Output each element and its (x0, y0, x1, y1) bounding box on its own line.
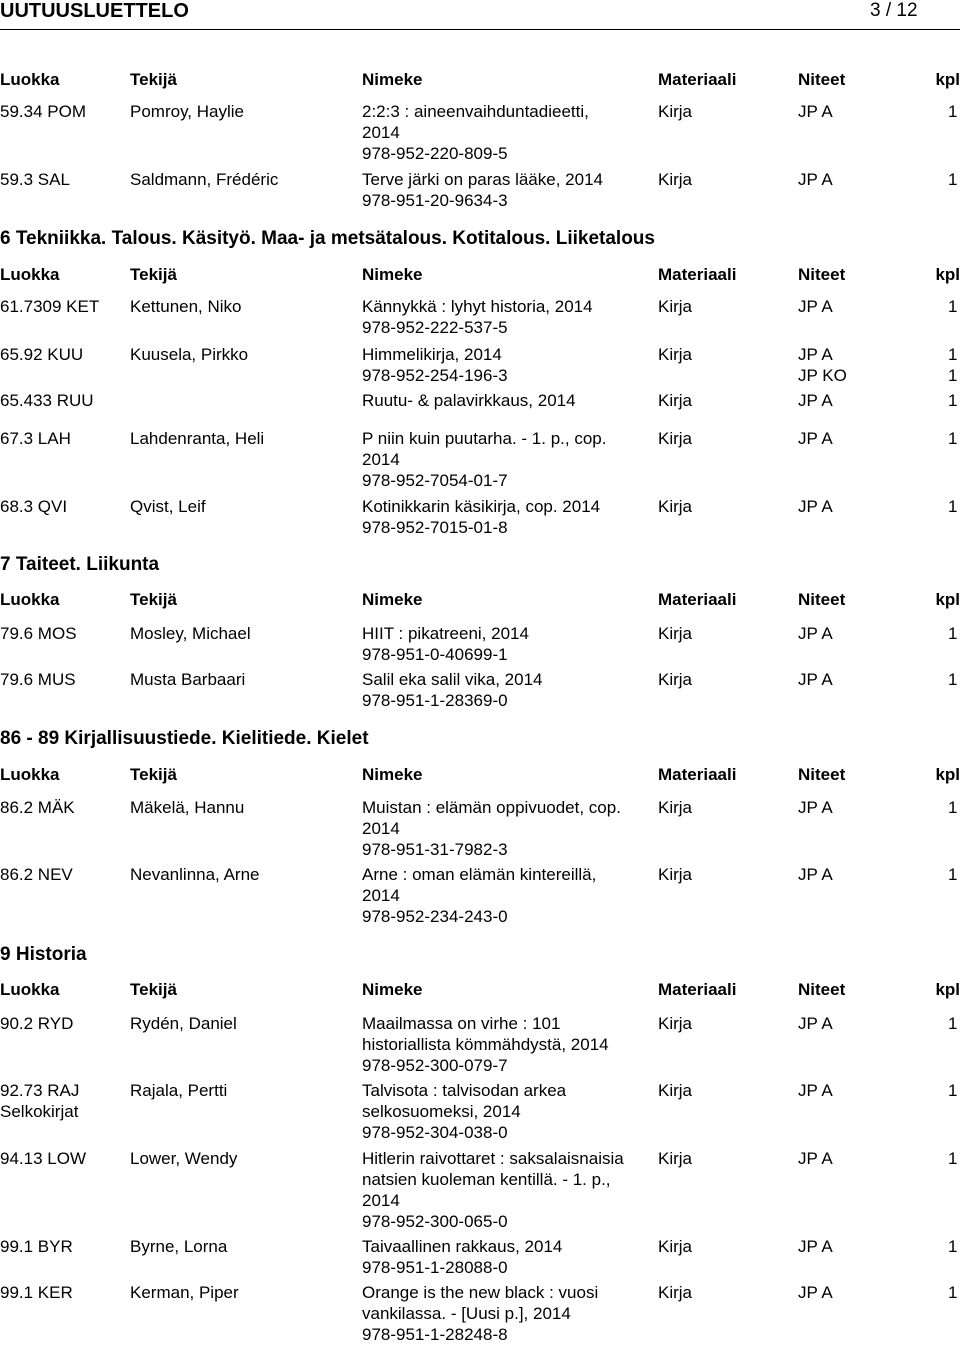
title-line: 978-952-300-079-7 (362, 1056, 508, 1075)
copies-location: JP A (798, 429, 833, 448)
copies-location: JP KO (798, 366, 847, 385)
class-code: 65.92 KUU (0, 345, 84, 364)
copy-count: 1 (948, 865, 958, 884)
title-line: P niin kuin puutarha. - 1. p., cop. (362, 429, 607, 448)
section-title: 6 Tekniikka. Talous. Käsityö. Maa- ja metsätalous. Kotitalous. Liiketalous (0, 228, 655, 249)
title-line: 2014 (362, 123, 400, 142)
title-line: 978-951-1-28248-8 (362, 1325, 508, 1344)
class-code: 65.433 RUU (0, 391, 94, 410)
title-line: Terve järki on paras lääke, 2014 (362, 170, 603, 189)
copies-location: JP A (798, 670, 833, 689)
class-code: 86.2 NEV (0, 865, 73, 884)
section-title: 86 - 89 Kirjallisuustiede. Kielitiede. Kielet (0, 728, 369, 749)
column-header-luokka: Luokka (0, 265, 60, 284)
copies-location: JP A (798, 798, 833, 817)
column-header-tekija: Tekijä (130, 70, 177, 89)
copy-count: 1 (948, 1014, 958, 1033)
author-name: Rydén, Daniel (130, 1014, 237, 1033)
copy-count: 1 (948, 497, 958, 516)
column-header-niteet: Niteet (798, 265, 846, 284)
material-type: Kirja (658, 391, 693, 410)
column-header-luokka: Luokka (0, 590, 60, 609)
title-line: 978-952-304-038-0 (362, 1123, 508, 1142)
title-line: 2014 (362, 1191, 400, 1210)
author-name: Kuusela, Pirkko (130, 345, 249, 364)
material-type: Kirja (658, 865, 693, 884)
class-code: 79.6 MUS (0, 670, 76, 689)
column-header-materiaali: Materiaali (658, 765, 737, 784)
column-header-niteet: Niteet (798, 765, 846, 784)
author-name: Lahdenranta, Heli (130, 429, 265, 448)
copy-count: 1 (948, 297, 958, 316)
author-name: Nevanlinna, Arne (130, 865, 260, 884)
column-header-kpl: kpl (935, 590, 960, 609)
class-code: 59.34 POM (0, 102, 86, 121)
material-type: Kirja (658, 345, 693, 364)
column-header-luokka: Luokka (0, 765, 60, 784)
material-type: Kirja (658, 1014, 693, 1033)
title-line: Orange is the new black : vuosi (362, 1283, 599, 1302)
material-type: Kirja (658, 624, 693, 643)
title-line: 978-952-7054-01-7 (362, 471, 508, 490)
page-header (0, 0, 960, 24)
copies-location: JP A (798, 1237, 833, 1256)
author-name: Pomroy, Haylie (130, 102, 244, 121)
column-header-niteet: Niteet (798, 590, 846, 609)
copy-count: 1 (948, 1149, 958, 1168)
material-type: Kirja (658, 497, 693, 516)
column-header-nimeke: Nimeke (362, 980, 423, 999)
section-title: 9 Historia (0, 944, 87, 965)
class-code: 59.3 SAL (0, 170, 70, 189)
title-line: Maailmassa on virhe : 101 (362, 1014, 561, 1033)
page-title: UUTUUSLUETTELO (0, 0, 189, 22)
copy-count: 1 (948, 366, 958, 385)
column-header-materiaali: Materiaali (658, 265, 737, 284)
author-name: Rajala, Pertti (130, 1081, 228, 1100)
author-name: Musta Barbaari (130, 670, 246, 689)
copies-location: JP A (798, 865, 833, 884)
author-name: Saldmann, Frédéric (130, 170, 279, 189)
copies-location: JP A (798, 1014, 833, 1033)
title-line: historiallista kömmähdystä, 2014 (362, 1035, 609, 1054)
title-line: 2014 (362, 450, 400, 469)
title-line: selkosuomeksi, 2014 (362, 1102, 521, 1121)
column-header-luokka: Luokka (0, 980, 60, 999)
column-header-kpl: kpl (935, 765, 960, 784)
title-line: 978-951-0-40699-1 (362, 645, 508, 664)
column-header-tekija: Tekijä (130, 765, 177, 784)
copy-count: 1 (948, 391, 958, 410)
header-rule (0, 29, 960, 30)
column-header-kpl: kpl (935, 70, 960, 89)
section-title: 7 Taiteet. Liikunta (0, 554, 160, 575)
material-type: Kirja (658, 1081, 693, 1100)
author-name: Lower, Wendy (130, 1149, 238, 1168)
author-name: Kerman, Piper (130, 1283, 239, 1302)
title-line: Arne : oman elämän kintereillä, (362, 865, 597, 884)
column-header-kpl: kpl (935, 265, 960, 284)
title-line: HIIT : pikatreeni, 2014 (362, 624, 529, 643)
title-line: 978-952-300-065-0 (362, 1212, 508, 1231)
material-type: Kirja (658, 798, 693, 817)
class-code: 67.3 LAH (0, 429, 71, 448)
copies-location: JP A (798, 102, 833, 121)
title-line: 2014 (362, 886, 400, 905)
copies-location: JP A (798, 297, 833, 316)
material-type: Kirja (658, 429, 693, 448)
copy-count: 1 (948, 102, 958, 121)
column-header-niteet: Niteet (798, 980, 846, 999)
copies-location: JP A (798, 624, 833, 643)
column-header-materiaali: Materiaali (658, 70, 737, 89)
title-line: Ruutu- & palavirkkaus, 2014 (362, 391, 576, 410)
class-code: 99.1 KER (0, 1283, 73, 1302)
title-line: Himmelikirja, 2014 (362, 345, 502, 364)
author-name: Qvist, Leif (130, 497, 206, 516)
copy-count: 1 (948, 1081, 958, 1100)
column-header-nimeke: Nimeke (362, 765, 423, 784)
class-code: 61.7309 KET (0, 297, 100, 316)
copy-count: 1 (948, 170, 958, 189)
title-line: 2:2:3 : aineenvaihduntadieetti, (362, 102, 589, 121)
copy-count: 1 (948, 1283, 958, 1302)
material-type: Kirja (658, 102, 693, 121)
material-type: Kirja (658, 1149, 693, 1168)
copies-location: JP A (798, 497, 833, 516)
column-header-materiaali: Materiaali (658, 980, 737, 999)
author-name: Byrne, Lorna (130, 1237, 228, 1256)
title-line: 2014 (362, 819, 400, 838)
title-line: 978-952-222-537-5 (362, 318, 508, 337)
copies-location: JP A (798, 1149, 833, 1168)
copy-count: 1 (948, 1237, 958, 1256)
title-line: 978-951-1-28088-0 (362, 1258, 508, 1277)
copies-location: JP A (798, 170, 833, 189)
copy-count: 1 (948, 624, 958, 643)
title-line: vankilassa. - [Uusi p.], 2014 (362, 1304, 571, 1323)
material-type: Kirja (658, 1283, 693, 1302)
column-header-luokka: Luokka (0, 70, 60, 89)
title-line: 978-951-31-7982-3 (362, 840, 508, 859)
class-code: 92.73 RAJ (0, 1081, 80, 1100)
title-line: 978-952-254-196-3 (362, 366, 508, 385)
class-code: 90.2 RYD (0, 1014, 74, 1033)
title-line: Hitlerin raivottaret : saksalaisnaisia (362, 1149, 624, 1168)
title-line: Muistan : elämän oppivuodet, cop. (362, 798, 621, 817)
copies-location: JP A (798, 1283, 833, 1302)
title-line: 978-952-7015-01-8 (362, 518, 508, 537)
title-line: Kotinikkarin käsikirja, cop. 2014 (362, 497, 601, 516)
copies-location: JP A (798, 1081, 833, 1100)
title-line: Taivaallinen rakkaus, 2014 (362, 1237, 563, 1256)
column-header-nimeke: Nimeke (362, 265, 423, 284)
column-header-tekija: Tekijä (130, 590, 177, 609)
title-line: 978-952-234-243-0 (362, 907, 508, 926)
column-header-tekija: Tekijä (130, 980, 177, 999)
class-code: 99.1 BYR (0, 1237, 73, 1256)
copy-count: 1 (948, 798, 958, 817)
author-name: Mosley, Michael (130, 624, 251, 643)
class-code: 86.2 MÄK (0, 798, 75, 817)
column-header-nimeke: Nimeke (362, 70, 423, 89)
title-line: Kännykkä : lyhyt historia, 2014 (362, 297, 593, 316)
material-type: Kirja (658, 297, 693, 316)
copy-count: 1 (948, 670, 958, 689)
author-name: Kettunen, Niko (130, 297, 242, 316)
page-number: 3 / 12 (870, 0, 918, 21)
column-header-tekija: Tekijä (130, 265, 177, 284)
copies-location: JP A (798, 345, 833, 364)
author-name: Mäkelä, Hannu (130, 798, 245, 817)
title-line: 978-951-20-9634-3 (362, 191, 508, 210)
material-type: Kirja (658, 1237, 693, 1256)
class-code: 68.3 QVI (0, 497, 68, 516)
column-header-niteet: Niteet (798, 70, 846, 89)
title-line: natsien kuoleman kentillä. - 1. p., (362, 1170, 611, 1189)
class-code: Selkokirjat (0, 1102, 79, 1121)
copy-count: 1 (948, 345, 958, 364)
title-line: 978-952-220-809-5 (362, 144, 508, 163)
column-header-nimeke: Nimeke (362, 590, 423, 609)
copies-location: JP A (798, 391, 833, 410)
title-line: 978-951-1-28369-0 (362, 691, 508, 710)
class-code: 94.13 LOW (0, 1149, 86, 1168)
column-header-kpl: kpl (935, 980, 960, 999)
title-line: Salil eka salil vika, 2014 (362, 670, 543, 689)
column-header-materiaali: Materiaali (658, 590, 737, 609)
title-line: Talvisota : talvisodan arkea (362, 1081, 567, 1100)
material-type: Kirja (658, 670, 693, 689)
class-code: 79.6 MOS (0, 624, 77, 643)
copy-count: 1 (948, 429, 958, 448)
material-type: Kirja (658, 170, 693, 189)
